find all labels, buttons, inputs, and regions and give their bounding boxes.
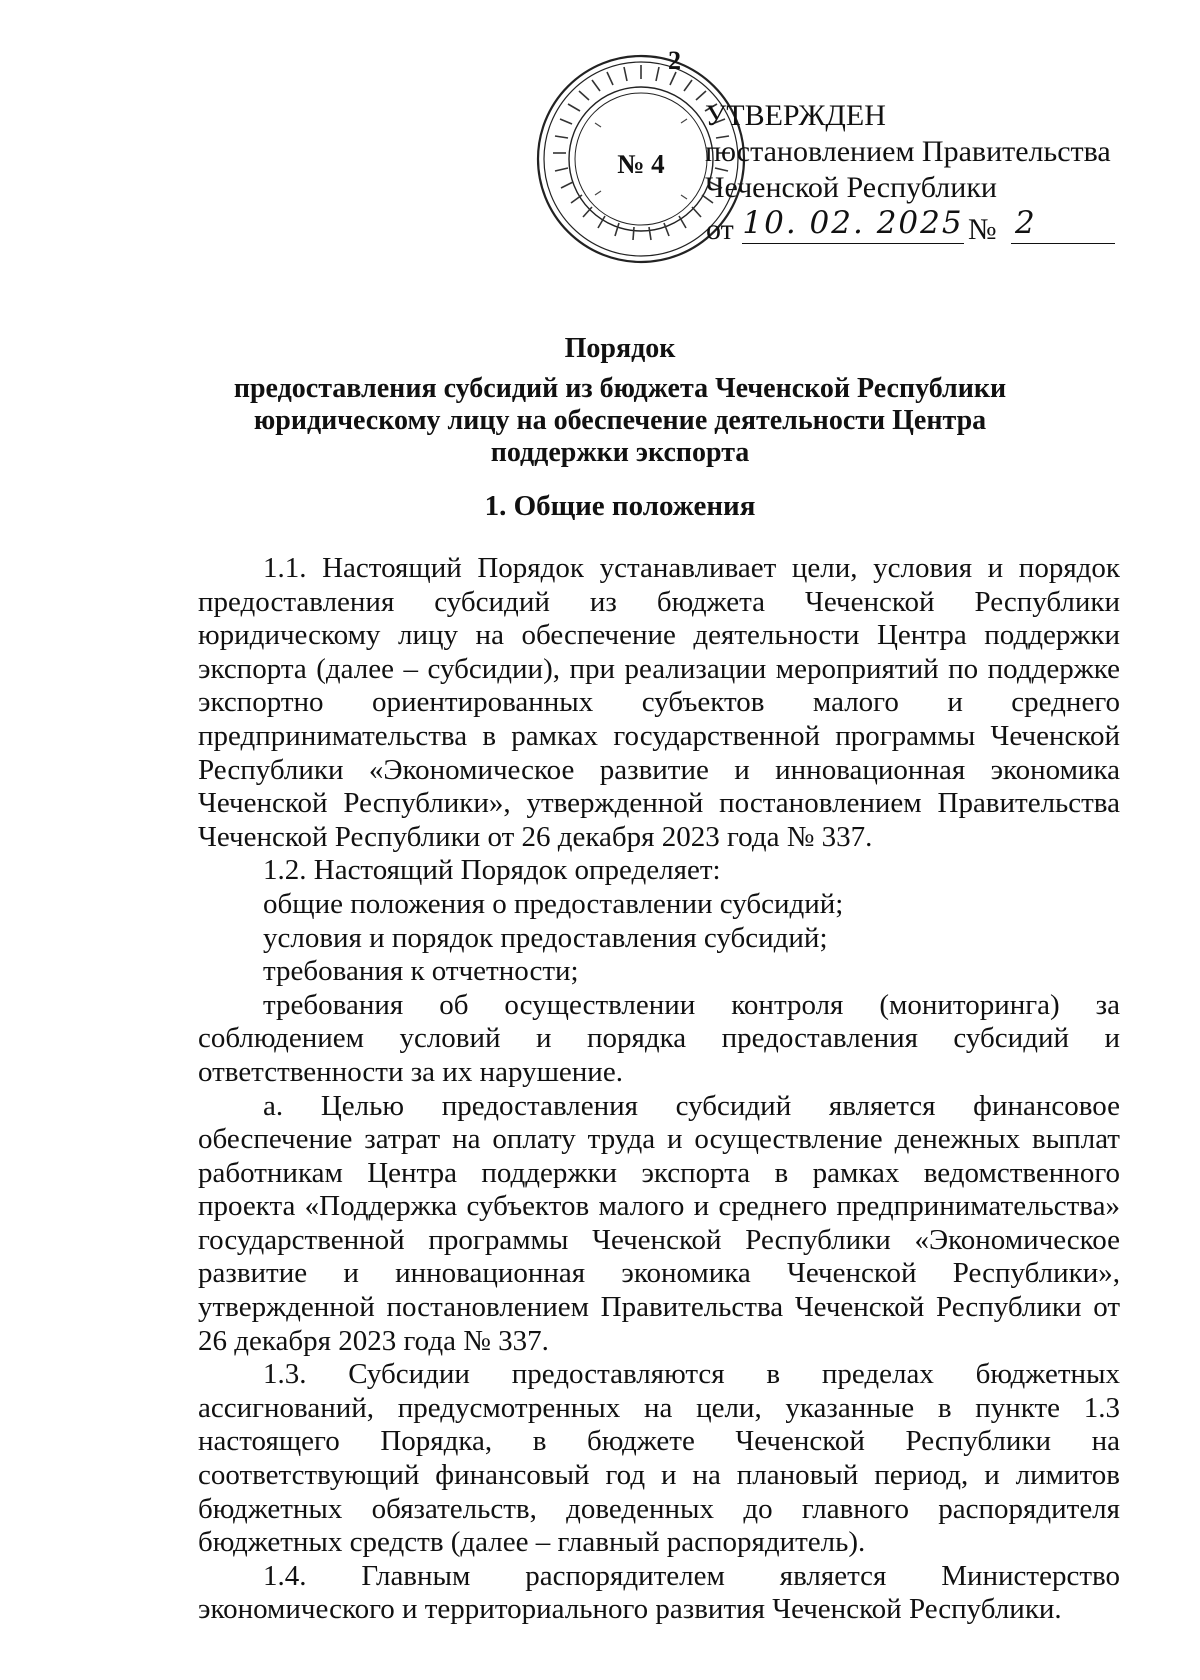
approval-line-decree: постановлением Правительства [705, 135, 1111, 168]
seal-number: № 4 [617, 149, 665, 179]
approval-line-republic: Чеченской Республики [705, 171, 997, 204]
date-from-label: от [706, 213, 734, 246]
decree-number-label: № [968, 213, 997, 246]
document-body [198, 552, 1120, 1627]
list-item: условия и порядок предоставления субсидий; [263, 921, 828, 954]
section-heading: 1. Общие положения [484, 490, 756, 522]
document-title [180, 333, 1060, 469]
paragraph-1-2: 1.2. Настоящий Порядок определяет: [263, 854, 721, 887]
title-line-4: поддержки экспорта [490, 437, 750, 468]
list-item: общие положения о предоставлении субсидий; [263, 887, 844, 920]
approval-date: 10. 02. 2025 [742, 205, 964, 244]
title-line-3: юридическому лицу на обеспечение деятельности Центра [253, 405, 987, 436]
paragraph-1-3: 1.3. Субсидии предоставляются в пределах бюджетных ассигнований, предусмотренных на цели, указанные в пункте 1.3 настоящего Порядка, в бюджете Чеченской Республики на соответствующий финансовый год и на плановый период, и лимитов бюджетных обязательств, доведенных до главного распорядителя бюджетных средств (далее – главный распорядитель). [198, 1358, 1120, 1559]
page-number: 2 [668, 46, 681, 75]
approval-date-row [706, 205, 1126, 249]
approval-block [705, 98, 1125, 206]
approved-heading: УТВЕРЖДЕН [705, 99, 886, 132]
list-item: требования об осуществлении контроля (мониторинга) за соблюдением условий и порядка предоставления субсидий и ответственности за их нарушение. [198, 988, 1120, 1088]
paragraph-a: а. Целью предоставления субсидий является финансовое обеспечение затрат на оплату труда и осуществление денежных выплат работникам Центра поддержки экспорта в рамках ведомственного проекта «Поддержка субъектов малого и среднего предпринимательства» государственной программы Чеченской Республики «Экономическое развитие и инновационная экономика Чеченской Республики», утвержденной постановлением Правительства Чеченской Республики от 26 декабря 2023 года № 337. [198, 1089, 1120, 1357]
title-line-1: Порядок [564, 333, 676, 364]
paragraph-1-1: 1.1. Настоящий Порядок устанавливает цели, условия и порядок предоставления субсидий из бюджета Чеченской Республики юридическому лицу на обеспечение деятельности Центра поддержки экспорта (далее – субсидии), при реализации мероприятий по поддержке экспортно ориентированных субъектов малого и среднего предпринимательства в рамках государственной программы Чеченской Республики «Экономическое развитие и инновационная экономика Чеченской Республики», утвержденной постановлением Правительства Чеченской Республики от 26 декабря 2023 года № 337. [198, 552, 1120, 853]
title-line-2: предоставления субсидий из бюджета Чеченской Республики [233, 373, 1007, 404]
decree-number: 2 [1011, 205, 1115, 244]
paragraph-1-4: 1.4. Главным распорядителем является Министерство экономического и территориального развития Чеченской Республики. [198, 1559, 1120, 1626]
list-item: требования к отчетности; [263, 955, 579, 988]
